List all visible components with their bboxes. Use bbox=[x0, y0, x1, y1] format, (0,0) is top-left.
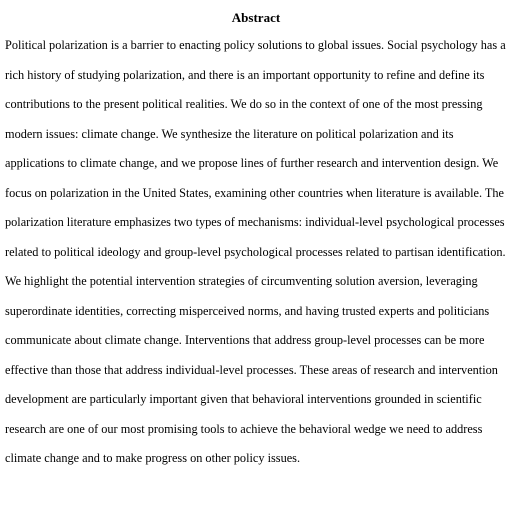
abstract-body: Political polarization is a barrier to enacting policy solutions to global issues. Social psychology has a rich history of studying polarization, and there is an important opportunity to refine and define its contributions to the present political realities. We do so in the context of one of the most pressing modern issues: climate change. We synthesize the literature on political polarization and its applications to climate change, and we propose lines of further research and intervention design. We focus on polarization in the United States, examining other countries when literature is available. The polarization literature emphasizes two types of mechanisms: individual-level psychological processes related to political ideology and group-level psychological processes related to partisan identification. We highlight the potential intervention strategies of circumventing solution aversion, leveraging superordinate identities, correcting misperceived norms, and having trusted experts and politicians communicate about climate change. Interventions that address group-level processes can be more effective than those that address individual-level processes. These areas of research and intervention development are particularly important given that behavioral interventions grounded in scientific research are one of our most promising tools to achieve the behavioral wedge we need to address climate change and to make progress on other policy issues. bbox=[5, 38, 506, 465]
abstract-heading: Abstract bbox=[231, 10, 281, 25]
